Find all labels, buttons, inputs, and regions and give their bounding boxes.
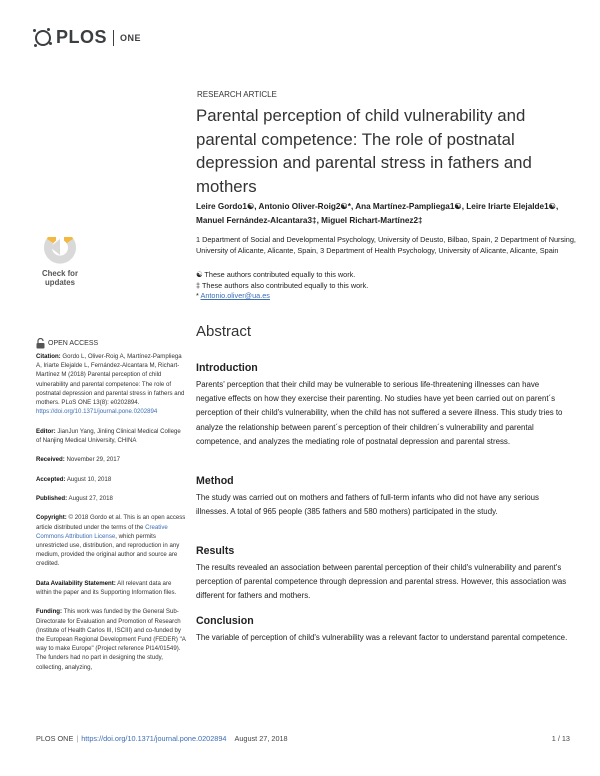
logo-subtitle: ONE bbox=[120, 32, 142, 43]
equal-contribution-note: ☯ These authors contributed equally to this work. bbox=[196, 270, 356, 279]
citation-block: Citation: Gordo L, Oliver-Roig A, Martínez-Pampliega A, Iriarte Elejalde L, Fernández-Alcantara M, Richart-Martínez M (2018) Parental perception of child vulnerability and parental competence: The role of postnatal depression and parental stress in fathers and mothers. PLoS ONE 13(8): e0202894. https://doi.org/10.1371/journal.pone.0202894 bbox=[36, 353, 185, 416]
logo-divider bbox=[113, 30, 114, 46]
author-notes bbox=[196, 270, 576, 302]
email-prefix: * bbox=[196, 291, 201, 301]
footer-journal: PLOS ONE bbox=[36, 734, 74, 743]
editor-block: Editor: JianJun Yang, Jinling Clinical Medical College of Nanjing Medical University, CHINA bbox=[36, 427, 181, 444]
plos-logo-icon bbox=[33, 28, 53, 48]
published-block: Published: August 27, 2018 bbox=[36, 494, 113, 502]
abstract-heading: Abstract bbox=[196, 323, 252, 340]
article-metadata-sidebar bbox=[36, 352, 186, 682]
affiliations: 1 Department of Social and Developmental Psychology, University of Deusto, Bilbao, Spain, 2 Department of Nursing, University of Alicante, Alicante, Spain, 3 Department of Health Psychology, University of Alicante, Alicante, Spain bbox=[196, 235, 576, 256]
method-text: The study was carried out on mothers and fathers of full-term infants who did not have any serious illnesses. A total of 965 people (385 fathers and 580 mothers) participated in the study. bbox=[196, 493, 539, 517]
results-text: The results revealed an association between parental perception of their child's vulnerability and parent's perception of parental competence through depression and parental stress. However, this association was different for fathers and mothers. bbox=[196, 563, 567, 601]
conclusion-text: The variable of perception of child's vulnerability was a relevant factor to understand parental competence. bbox=[196, 633, 568, 642]
footer-date: August 27, 2018 bbox=[234, 734, 288, 743]
results-heading: Results bbox=[196, 545, 235, 557]
footer-separator: | bbox=[76, 734, 79, 743]
corresponding-email-link[interactable]: Antonio.oliver@ua.es bbox=[200, 291, 270, 301]
conclusion-heading: Conclusion bbox=[196, 615, 254, 627]
author-list: Leire Gordo1☯, Antonio Oliver-Roig2☯*, Ana Martínez-Pampliega1☯, Leire Iriarte Elejalde1☯, Manuel Fernández-Alcantara3‡, Miguel Richart-Martínez2‡ bbox=[196, 202, 559, 225]
article-type: RESEARCH ARTICLE bbox=[197, 90, 277, 99]
page-number: 1 / 13 bbox=[551, 734, 570, 743]
open-access-label: OPEN ACCESS bbox=[48, 340, 99, 347]
copyright-block: Copyright: © 2018 Gordo et al. This is an open access article distributed under the terms of the Creative Commons Attribution License, which permits unrestricted use, distribution, and reproduction in any medium, provided the original author and source are credited. bbox=[36, 514, 186, 568]
page-footer bbox=[36, 734, 570, 743]
logo-word: PLOS bbox=[56, 27, 108, 47]
funding-block: Funding: This work was funded by the General Sub-Directorate for Evaluation and Promotion of Research (Institute of Health Carlos III, ISCIII) and co-funded by the European Regional Development Fund (FEDER) "A way to make Europe" (Project reference PI14/01549). The funders had no part in designing the study, collecting, analyzing, bbox=[36, 608, 186, 671]
received-block: Received: November 29, 2017 bbox=[36, 456, 121, 464]
introduction-heading: Introduction bbox=[196, 362, 258, 374]
citation-doi-link[interactable]: https://doi.org/10.1371/journal.pone.0202894 bbox=[36, 408, 158, 416]
license-link[interactable]: Creative Commons Attribution License bbox=[36, 523, 168, 540]
accepted-block: Accepted: August 10, 2018 bbox=[36, 475, 112, 483]
journal-logo bbox=[33, 27, 141, 48]
data-availability-block: Data Availability Statement: All relevant data are within the paper and its Supporting Information files. bbox=[36, 579, 177, 596]
footer-doi-link[interactable]: https://doi.org/10.1371/journal.pone.0202894 bbox=[81, 734, 227, 743]
method-heading: Method bbox=[196, 475, 234, 487]
check-for-updates-label[interactable]: Check for updates bbox=[42, 269, 78, 287]
introduction-text: Parents' perception that their child may be vulnerable to serious life-threatening illnesses can have negative effects on how they exercise their parenting. No studies have yet been carried out on parent´s perception of their child's vulnerability, when the child has not suffered a severe illness. This study tries to analyze the relationship between parent´s perception of their children´s vulnerability and parental competence, and analyzes the mediating role of postnatal depression and parental stress. bbox=[196, 380, 563, 446]
open-lock-icon bbox=[36, 338, 45, 349]
article-title: Parental perception of child vulnerability and parental competence: The role of postnatal depression and parental stress in fathers and mothers bbox=[196, 106, 532, 196]
corresponding-email-line bbox=[196, 291, 576, 302]
also-equal-contribution-note: ‡ These authors also contributed equally to this work. bbox=[196, 280, 369, 290]
open-access-badge bbox=[36, 338, 98, 349]
